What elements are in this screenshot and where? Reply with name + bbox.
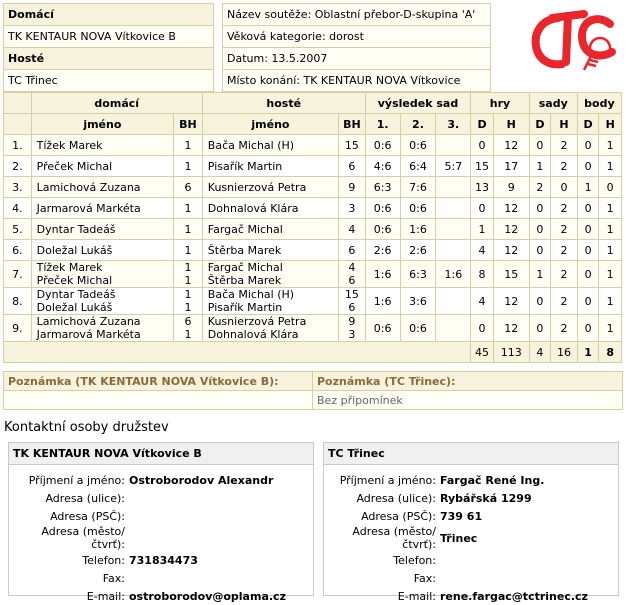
label-city: Adresa (město/čtvrť):	[352, 525, 436, 551]
stat-ph: 1	[599, 288, 622, 315]
bh-value: 15	[344, 288, 359, 301]
header-games-h: H	[493, 114, 529, 135]
label-fax: Fax:	[102, 571, 125, 585]
table-row	[4, 135, 622, 156]
header-sets: sady	[529, 93, 577, 114]
match-venue: Místo konání: TK KENTAUR NOVA Vítkovice	[223, 70, 491, 92]
header-games-d: D	[471, 114, 494, 135]
player-name: Kusnierzová Petra	[207, 180, 307, 194]
player-name: Jarmarová Markéta	[36, 328, 141, 341]
stat-ph: 1	[599, 315, 622, 342]
home-player-names	[31, 288, 173, 315]
player-name: Štěrba Marek	[207, 243, 282, 257]
home-player-names	[31, 240, 173, 261]
stat-gh: 12	[493, 135, 529, 156]
total-ph: 8	[599, 342, 622, 363]
bh-value: 6	[184, 315, 192, 328]
set-score-s1: 0:6	[365, 135, 400, 156]
player-name: Dohnalová Klára	[207, 201, 299, 215]
row-number: 3.	[4, 177, 32, 198]
set-score-s2: 6:3	[400, 261, 436, 288]
stat-sh: 2	[551, 156, 578, 177]
header-sets-d: D	[529, 114, 551, 135]
home-contact-team: TK KENTAUR NOVA Vítkovice B	[9, 443, 313, 465]
stat-sh: 2	[551, 261, 578, 288]
teams-table	[3, 3, 214, 92]
stat-gd: 0	[471, 135, 494, 156]
total-pd: 1	[577, 342, 599, 363]
label-email: E-mail:	[86, 589, 125, 603]
totals-blank	[4, 342, 471, 363]
stat-sh: 0	[551, 177, 578, 198]
home-player-names	[31, 315, 173, 342]
player-name: Kusnierzová Petra	[207, 315, 307, 328]
away-contact-name: Fargač René Ing.	[440, 473, 545, 487]
home-contact-details	[9, 471, 309, 605]
stat-ph: 1	[599, 156, 622, 177]
header-home-name: jméno	[31, 114, 173, 135]
away-bh	[339, 288, 366, 315]
bh-value: 4	[348, 222, 356, 236]
player-name: Lamichová Zuzana	[36, 315, 141, 328]
header-home: domácí	[31, 93, 202, 114]
player-name: Lamichová Zuzana	[36, 180, 141, 194]
table-row	[4, 315, 622, 342]
set-score-s3	[436, 315, 471, 342]
header-sets-h: H	[551, 114, 578, 135]
row-number: 7.	[4, 261, 32, 288]
home-bh	[174, 135, 203, 156]
table-row	[4, 156, 622, 177]
stat-sd: 0	[529, 135, 551, 156]
stat-gh: 15	[493, 261, 529, 288]
away-player-names	[202, 261, 338, 288]
home-bh	[174, 156, 203, 177]
bh-value: 9	[348, 315, 356, 328]
away-player-names	[202, 135, 338, 156]
bh-value: 1	[184, 159, 192, 173]
player-name: Doležal Lukáš	[36, 243, 113, 257]
bh-value: 4	[348, 261, 356, 274]
header-away-name: jméno	[202, 114, 338, 135]
player-name: Pisařík Martin	[207, 301, 283, 314]
home-bh	[174, 219, 203, 240]
home-bh	[174, 177, 203, 198]
row-number: 5.	[4, 219, 32, 240]
set-score-s2: 0:6	[400, 315, 436, 342]
away-contact-street: Rybářská 1299	[440, 491, 532, 505]
set-score-s1: 2:6	[365, 240, 400, 261]
stat-gd: 4	[471, 288, 494, 315]
player-name: Tížek Marek	[36, 261, 103, 274]
set-score-s3	[436, 240, 471, 261]
stat-ph: 0	[599, 177, 622, 198]
player-name: Bača Michal (H)	[207, 138, 295, 152]
stat-pd: 0	[577, 135, 599, 156]
stat-pd: 0	[577, 198, 599, 219]
home-contact-card	[8, 442, 314, 603]
set-score-s1: 1:6	[365, 261, 400, 288]
label-name: Příjmení a jméno:	[339, 473, 436, 487]
home-note-title: Poznámka (TK KENTAUR NOVA Vítkovice B):	[4, 372, 313, 391]
row-number: 4.	[4, 198, 32, 219]
bh-value: 1	[184, 222, 192, 236]
stat-gd: 13	[471, 177, 494, 198]
match-date: Datum: 13.5.2007	[223, 48, 491, 70]
table-row	[4, 288, 622, 315]
stat-pd: 0	[577, 315, 599, 342]
away-contact-email[interactable]: rene.fargac@tctrinec.cz	[440, 589, 588, 603]
home-player-names	[31, 135, 173, 156]
away-player-names	[202, 240, 338, 261]
contacts-heading: Kontaktní osoby družstev	[4, 420, 169, 435]
header-points: body	[577, 93, 621, 114]
stat-sd: 1	[529, 156, 551, 177]
set-score-s3	[436, 135, 471, 156]
player-name: Jarmarová Markéta	[36, 201, 141, 215]
away-player-names	[202, 219, 338, 240]
label-fax: Fax:	[413, 571, 436, 585]
header-home-bh: BH	[174, 114, 203, 135]
stat-sd: 0	[529, 198, 551, 219]
stat-sh: 2	[551, 288, 578, 315]
player-name: Pisařík Martin	[207, 159, 283, 173]
stat-sh: 2	[551, 219, 578, 240]
total-gd: 45	[471, 342, 494, 363]
away-note-value: Bez připomínek	[313, 391, 623, 410]
total-sh: 16	[551, 342, 578, 363]
stat-pd: 0	[577, 240, 599, 261]
header-points-d: D	[577, 114, 599, 135]
stat-sd: 0	[529, 315, 551, 342]
header-points-h: H	[599, 114, 622, 135]
away-bh	[339, 261, 366, 288]
corner-cell-2	[4, 114, 32, 135]
stat-gh: 12	[493, 219, 529, 240]
stat-pd: 0	[577, 219, 599, 240]
away-note-title: Poznámka (TC Třinec):	[313, 372, 623, 391]
player-name: Tížek Marek	[36, 138, 103, 152]
bh-value: 1	[184, 243, 192, 257]
player-name: Dyntar Tadeáš	[36, 222, 116, 236]
competition-name: Název soutěže: Oblastní přebor-D-skupina 'A'	[223, 4, 491, 26]
away-contact-zip: 739 61	[440, 509, 483, 523]
set-score-s3	[436, 177, 471, 198]
home-contact-email[interactable]: ostroborodov@oplama.cz	[129, 589, 286, 603]
home-bh	[174, 315, 203, 342]
player-name: Bača Michal (H)	[207, 288, 295, 301]
label-email: E-mail:	[397, 589, 436, 603]
home-team-name: TK KENTAUR NOVA Vítkovice B	[4, 26, 214, 48]
row-number: 8.	[4, 288, 32, 315]
away-contact-fax	[440, 569, 616, 587]
label-phone: Telefon:	[393, 553, 436, 567]
home-contact-street	[129, 489, 309, 507]
home-note-value	[4, 391, 313, 410]
home-bh	[174, 261, 203, 288]
table-row	[4, 261, 622, 288]
label-city: Adresa (město/čtvrť):	[41, 525, 125, 551]
bh-value: 1	[184, 261, 192, 274]
stat-pd: 0	[577, 261, 599, 288]
row-number: 1.	[4, 135, 32, 156]
stat-gh: 17	[493, 156, 529, 177]
row-number: 6.	[4, 240, 32, 261]
stat-ph: 1	[599, 219, 622, 240]
stat-gh: 12	[493, 198, 529, 219]
set-score-s2: 1:6	[400, 219, 436, 240]
row-number: 9.	[4, 315, 32, 342]
results-table	[3, 92, 622, 363]
table-row	[4, 177, 622, 198]
label-street: Adresa (ulice):	[356, 491, 436, 505]
stat-pd: 1	[577, 177, 599, 198]
header-set1: 1.	[365, 114, 400, 135]
away-contact-city: Třinec	[440, 531, 478, 545]
home-label: Domácí	[4, 4, 214, 26]
home-bh	[174, 240, 203, 261]
home-player-names	[31, 219, 173, 240]
stat-ph: 1	[599, 198, 622, 219]
set-score-s1: 1:6	[365, 288, 400, 315]
bh-value: 3	[348, 201, 356, 215]
stat-ph: 1	[599, 240, 622, 261]
set-score-s1: 4:6	[365, 156, 400, 177]
home-player-names	[31, 198, 173, 219]
away-contact-team: TC Třinec	[324, 443, 618, 465]
set-score-s2: 2:6	[400, 240, 436, 261]
set-score-s1: 0:6	[365, 219, 400, 240]
bh-value: 1	[184, 288, 192, 301]
stat-gh: 12	[493, 315, 529, 342]
stat-sh: 2	[551, 198, 578, 219]
home-contact-phone: 731834473	[129, 553, 198, 567]
label-street: Adresa (ulice):	[45, 491, 125, 505]
player-name: Přeček Michal	[36, 159, 113, 173]
label-phone: Telefon:	[82, 553, 125, 567]
player-name: Doležal Lukáš	[36, 301, 113, 314]
player-name: Fargač Michal	[207, 261, 283, 274]
tc-trinec-logo	[528, 4, 620, 80]
header-set3: 3.	[436, 114, 471, 135]
home-bh	[174, 198, 203, 219]
away-bh	[339, 156, 366, 177]
label-name: Příjmení a jméno:	[28, 473, 125, 487]
stat-gd: 8	[471, 261, 494, 288]
home-bh	[174, 288, 203, 315]
notes-table	[3, 371, 623, 410]
stat-sd: 1	[529, 261, 551, 288]
totals-row	[4, 342, 622, 363]
stat-sd: 0	[529, 288, 551, 315]
away-bh	[339, 135, 366, 156]
set-score-s2: 6:4	[400, 156, 436, 177]
label-zip: Adresa (PSČ):	[361, 509, 436, 523]
bh-value: 6	[348, 243, 356, 257]
player-name: Dyntar Tadeáš	[36, 288, 116, 301]
stat-sd: 0	[529, 219, 551, 240]
stat-ph: 1	[599, 261, 622, 288]
stat-gd: 15	[471, 156, 494, 177]
bh-value: 1	[184, 328, 192, 341]
home-contact-fax	[129, 569, 309, 587]
row-number: 2.	[4, 156, 32, 177]
set-score-s2: 7:6	[400, 177, 436, 198]
away-contact-phone	[440, 551, 616, 569]
bh-value: 1	[184, 138, 192, 152]
stat-gd: 1	[471, 219, 494, 240]
away-player-names	[202, 198, 338, 219]
corner-cell	[4, 93, 32, 114]
set-score-s3	[436, 219, 471, 240]
away-player-names	[202, 156, 338, 177]
total-gh: 113	[493, 342, 529, 363]
stat-ph: 1	[599, 135, 622, 156]
home-contact-city	[129, 525, 309, 551]
match-info-table	[222, 3, 491, 92]
away-team-name: TC Třinec	[4, 70, 214, 92]
stat-gh: 12	[493, 288, 529, 315]
bh-value: 6	[348, 301, 356, 314]
away-bh	[339, 198, 366, 219]
bh-value: 1	[184, 301, 192, 314]
set-score-s3	[436, 198, 471, 219]
away-bh	[339, 240, 366, 261]
away-bh	[339, 219, 366, 240]
bh-value: 6	[348, 274, 356, 287]
bh-value: 15	[344, 138, 359, 152]
stat-gd: 0	[471, 198, 494, 219]
set-score-s1: 6:3	[365, 177, 400, 198]
away-player-names	[202, 177, 338, 198]
set-score-s1: 0:6	[365, 315, 400, 342]
home-player-names	[31, 177, 173, 198]
age-category: Věková kategorie: dorost	[223, 26, 491, 48]
set-score-s3: 5:7	[436, 156, 471, 177]
bh-value: 1	[184, 274, 192, 287]
bh-value: 3	[348, 328, 356, 341]
set-score-s1: 0:6	[365, 198, 400, 219]
bh-value: 9	[348, 180, 356, 194]
header-games: hry	[471, 93, 529, 114]
stat-gh: 9	[493, 177, 529, 198]
player-name: Dohnalová Klára	[207, 328, 299, 341]
player-name: Přeček Michal	[36, 274, 113, 287]
away-contact-card	[323, 442, 619, 603]
set-score-s3	[436, 288, 471, 315]
header-away-bh: BH	[339, 114, 366, 135]
player-name: Štěrba Marek	[207, 274, 282, 287]
stat-gd: 4	[471, 240, 494, 261]
table-row	[4, 198, 622, 219]
away-label: Hosté	[4, 48, 214, 70]
header-set2: 2.	[400, 114, 436, 135]
bh-value: 6	[348, 159, 356, 173]
total-sd: 4	[529, 342, 551, 363]
stat-sh: 2	[551, 315, 578, 342]
away-player-names	[202, 315, 338, 342]
set-score-s2: 0:6	[400, 135, 436, 156]
stat-sh: 2	[551, 240, 578, 261]
home-contact-zip	[129, 507, 309, 525]
away-bh	[339, 177, 366, 198]
stat-gh: 12	[493, 240, 529, 261]
label-zip: Adresa (PSČ):	[50, 509, 125, 523]
stat-sh: 2	[551, 135, 578, 156]
set-score-s3: 1:6	[436, 261, 471, 288]
table-row	[4, 240, 622, 261]
stat-sd: 0	[529, 240, 551, 261]
set-score-s2: 3:6	[400, 288, 436, 315]
header-away: hosté	[202, 93, 365, 114]
table-row	[4, 219, 622, 240]
stat-gd: 0	[471, 315, 494, 342]
home-contact-name: Ostroborodov Alexandr	[129, 473, 274, 487]
stat-pd: 0	[577, 156, 599, 177]
home-player-names	[31, 261, 173, 288]
home-player-names	[31, 156, 173, 177]
away-bh	[339, 315, 366, 342]
stat-sd: 2	[529, 177, 551, 198]
bh-value: 1	[184, 201, 192, 215]
set-score-s2: 0:6	[400, 198, 436, 219]
bh-value: 6	[184, 180, 192, 194]
away-player-names	[202, 288, 338, 315]
player-name: Fargač Michal	[207, 222, 283, 236]
header-sets-result: výsledek sad	[365, 93, 471, 114]
away-contact-details	[324, 471, 616, 605]
stat-pd: 0	[577, 288, 599, 315]
